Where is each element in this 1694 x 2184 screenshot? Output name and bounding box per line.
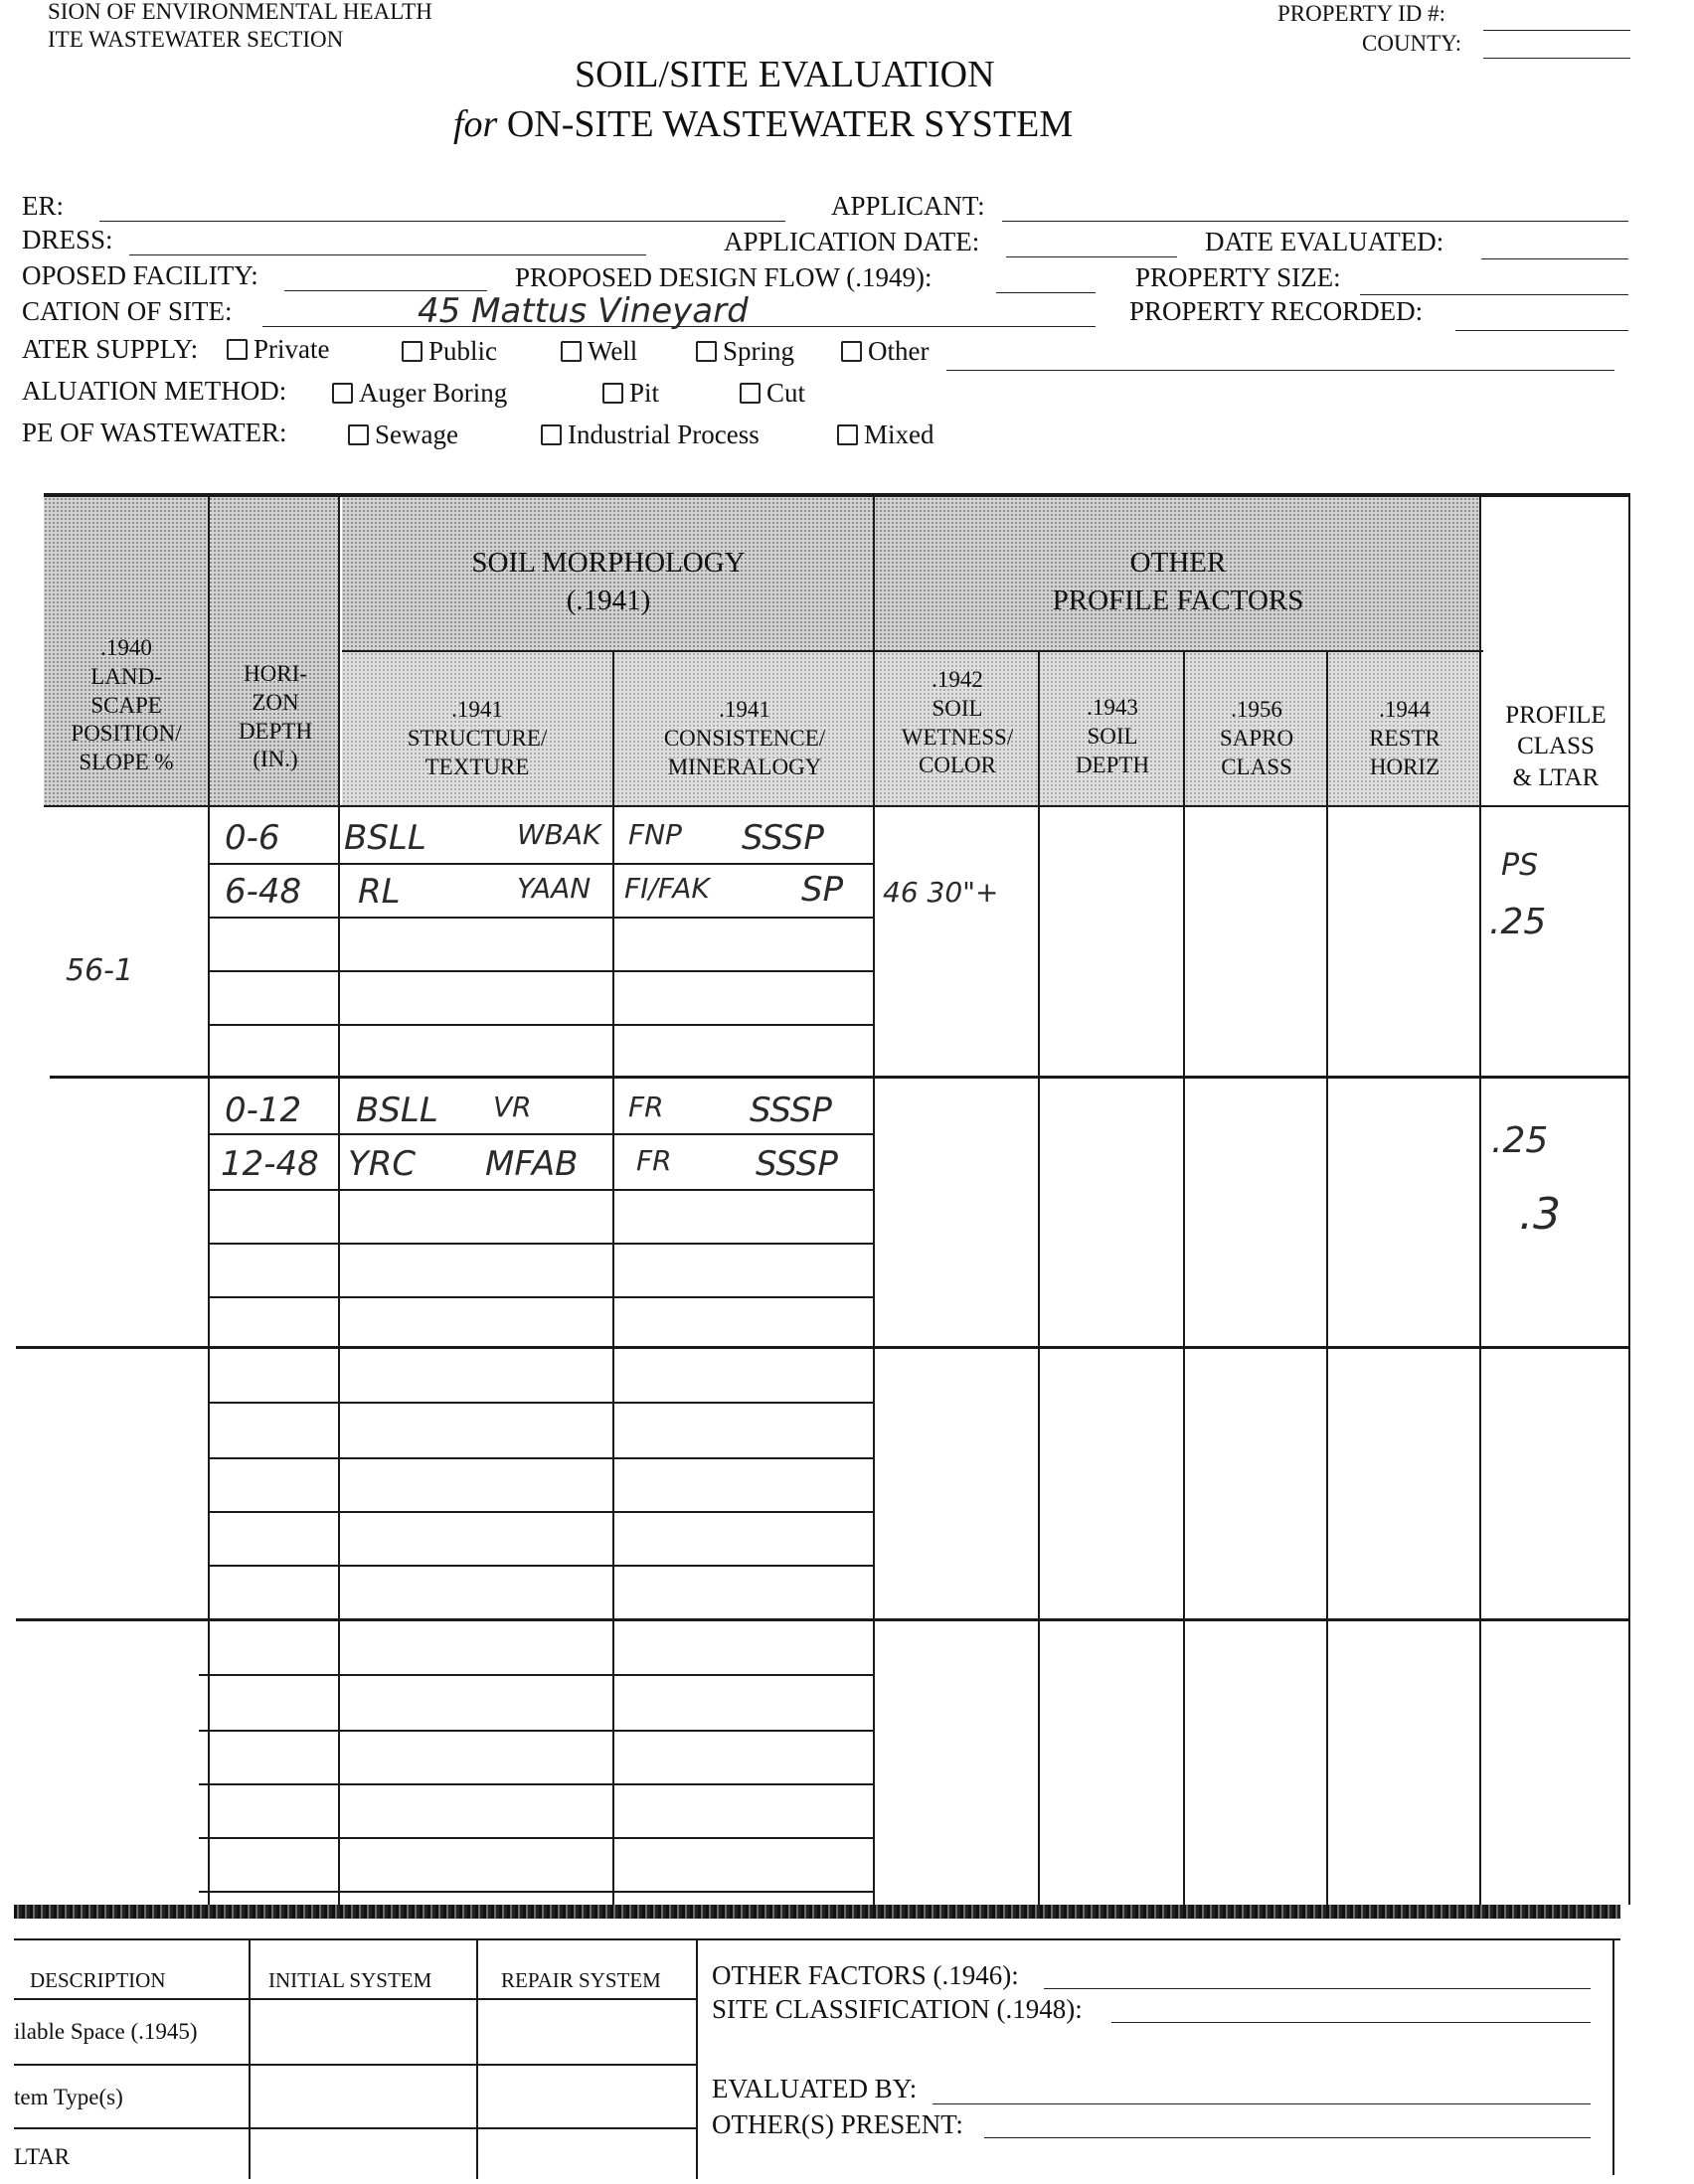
option-label: Mixed <box>864 420 934 449</box>
row-line <box>199 1891 875 1893</box>
wetness-col-header: .1942 SOIL WETNESS/ COLOR <box>901 667 1014 778</box>
design-flow-label: PROPOSED DESIGN FLOW (.1949): <box>515 262 932 292</box>
consistence-1-2: FI/FAK <box>624 872 710 905</box>
consistence-1-1: FNP <box>628 818 682 851</box>
soil-morphology-header: SOIL MORPHOLOGY (.1941) <box>471 547 746 616</box>
system-type-row: tem Type(s) <box>14 2085 123 2109</box>
sapro-col-header: .1956 SAPRO CLASS <box>1219 697 1294 779</box>
pit-option[interactable] <box>602 380 659 407</box>
profile-separator-3 <box>16 1618 1630 1621</box>
col-line-6 <box>1183 652 1185 1905</box>
bottom-row-line-2 <box>14 2064 698 2066</box>
col-line-1 <box>208 497 210 1905</box>
table-top-border <box>44 493 1630 497</box>
row-line <box>209 1511 875 1513</box>
others-present-field[interactable] <box>984 2137 1591 2138</box>
depth-1-2: 6-48 <box>225 872 302 912</box>
option-label: Spring <box>723 336 795 366</box>
row-line <box>209 970 875 972</box>
other-factors-field[interactable] <box>1044 1988 1591 1989</box>
design-flow-field[interactable] <box>996 292 1096 293</box>
row-line <box>209 1133 875 1135</box>
industrial-option[interactable] <box>541 421 760 448</box>
option-label: Public <box>428 336 498 366</box>
structure-1-2: RL <box>358 872 401 912</box>
texture-1-2: YAAN <box>517 872 592 905</box>
row-line <box>199 1837 875 1839</box>
option-label: Cut <box>766 378 806 408</box>
checkbox[interactable] <box>740 383 761 404</box>
property-size-label: PROPERTY SIZE: <box>1135 262 1341 292</box>
water-other-field[interactable] <box>946 370 1614 371</box>
evaluated-by-label: EVALUATED BY: <box>712 2074 918 2103</box>
row-line <box>209 1189 875 1191</box>
application-date-field[interactable] <box>1006 256 1177 257</box>
row-line <box>209 1565 875 1567</box>
county-label: COUNTY: <box>1362 31 1462 56</box>
mineralogy-2-2: SSSP <box>756 1144 838 1184</box>
structure-2-1: BSLL <box>356 1091 438 1130</box>
section-line: ITE WASTEWATER SECTION <box>48 27 344 52</box>
col-line-8 <box>1479 497 1481 1905</box>
restr-col-header: .1944 RESTR HORIZ <box>1369 697 1440 779</box>
property-id-label: PROPERTY ID #: <box>1277 1 1446 26</box>
cut-option[interactable] <box>740 380 805 407</box>
row-line <box>209 917 875 919</box>
col-line-9 <box>1628 497 1630 1905</box>
checkbox[interactable] <box>696 341 717 362</box>
application-date-label: APPLICATION DATE: <box>724 227 980 256</box>
subtitle-for: for <box>453 103 498 145</box>
profile-class-1: PS <box>1501 848 1539 883</box>
checkbox[interactable] <box>541 424 562 445</box>
evaluation-method-label: ALUATION METHOD: <box>22 376 287 406</box>
others-present-label: OTHER(S) PRESENT: <box>712 2109 963 2139</box>
water-public-option[interactable] <box>402 338 497 365</box>
row-line <box>199 1783 875 1785</box>
landscape-col-header: .1940 LAND- SCAPE POSITION/ SLOPE % <box>71 635 182 774</box>
row-line <box>209 1457 875 1459</box>
option-label: Industrial Process <box>568 420 760 449</box>
owner-field[interactable] <box>99 221 785 222</box>
checkbox[interactable] <box>402 341 423 362</box>
soil-depth-col-header: .1943 SOIL DEPTH <box>1075 695 1150 777</box>
depth-1-1: 0-6 <box>225 818 280 858</box>
option-label: Sewage <box>375 420 458 449</box>
site-classification-label: SITE CLASSIFICATION (.1948): <box>712 1994 1083 2024</box>
mixed-option[interactable] <box>837 421 934 448</box>
applicant-field[interactable] <box>1002 221 1628 222</box>
property-id-field[interactable] <box>1483 30 1630 31</box>
form-subtitle <box>453 105 1073 143</box>
bottom-col-line-1 <box>249 1938 251 2179</box>
form-title: SOIL/SITE EVALUATION <box>575 54 995 95</box>
profile-separator-2 <box>16 1346 1630 1349</box>
header-bottom-border <box>44 805 1630 807</box>
available-space-row: ilable Space (.1945) <box>14 2019 198 2044</box>
description-header: DESCRIPTION <box>30 1968 166 1992</box>
row-line <box>209 863 875 865</box>
landscape-value-1: 56-1 <box>66 953 134 988</box>
option-label: Pit <box>629 378 660 408</box>
depth-2-1: 0-12 <box>225 1091 302 1130</box>
table-bottom-bar <box>14 1905 1620 1919</box>
option-label: Other <box>868 336 930 366</box>
bottom-top-border <box>14 1938 1620 1940</box>
option-label: Well <box>588 336 638 366</box>
checkbox[interactable] <box>348 424 369 445</box>
bottom-col-line-3 <box>696 1938 698 2179</box>
consistence-2-1: FR <box>628 1091 664 1123</box>
water-well-option[interactable] <box>561 338 637 365</box>
address-field[interactable] <box>129 254 646 255</box>
mineralogy-1-2: SP <box>801 870 844 910</box>
initial-system-header: INITIAL SYSTEM <box>268 1968 432 1992</box>
date-evaluated-label: DATE EVALUATED: <box>1205 227 1444 256</box>
option-label: Auger Boring <box>359 378 508 408</box>
structure-1-1: BSLL <box>344 818 426 858</box>
bottom-right-border <box>1612 1938 1614 2175</box>
water-spring-option[interactable] <box>696 338 794 365</box>
checkbox[interactable] <box>227 339 248 360</box>
wastewater-type-label: PE OF WASTEWATER: <box>22 418 287 447</box>
consistence-2-2: FR <box>636 1144 672 1177</box>
ltar-1: .25 <box>1489 902 1547 942</box>
checkbox[interactable] <box>837 424 858 445</box>
col-line-4 <box>873 497 875 1905</box>
ltar-2: .3 <box>1519 1189 1561 1240</box>
bottom-row-line-3 <box>14 2127 698 2129</box>
bottom-row-line-1 <box>14 1998 698 2000</box>
location-label: CATION OF SITE: <box>22 296 233 326</box>
wetness-1: 46 30"+ <box>883 876 999 909</box>
other-factors-label: OTHER FACTORS (.1946): <box>712 1960 1019 1990</box>
property-recorded-label: PROPERTY RECORDED: <box>1129 296 1424 326</box>
col-line-7 <box>1326 652 1328 1905</box>
proposed-facility-label: OPOSED FACILITY: <box>22 260 258 290</box>
row-line <box>209 1296 875 1298</box>
checkbox[interactable] <box>841 341 862 362</box>
checkbox[interactable] <box>332 383 353 404</box>
mineralogy-1-1: SSSP <box>742 818 824 858</box>
water-private-option[interactable] <box>227 336 329 363</box>
bottom-col-line-2 <box>476 1938 478 2179</box>
depth-2-2: 12-48 <box>221 1144 319 1184</box>
row-line <box>209 1243 875 1245</box>
row-line <box>209 1024 875 1026</box>
structure-col-header: .1941 STRUCTURE/ TEXTURE <box>407 697 548 779</box>
evaluated-by-field[interactable] <box>932 2103 1591 2104</box>
profile-separator-1 <box>50 1076 1630 1079</box>
property-size-field[interactable] <box>1360 294 1628 295</box>
consistence-col-header: .1941 CONSISTENCE/ MINERALOGY <box>663 697 826 779</box>
checkbox[interactable] <box>561 341 582 362</box>
header-divider <box>342 650 1483 652</box>
location-handwriting: 45 Mattus Vineyard <box>418 291 749 331</box>
structure-2-2: YRC <box>348 1144 417 1184</box>
address-label: DRESS: <box>22 225 113 254</box>
texture-2-2: MFAB <box>485 1144 579 1184</box>
water-other-option[interactable] <box>841 338 929 365</box>
row-line <box>199 1674 875 1676</box>
texture-2-1: VR <box>493 1091 532 1123</box>
applicant-label: APPLICANT: <box>831 191 985 221</box>
mineralogy-2-1: SSSP <box>750 1091 832 1130</box>
checkbox[interactable] <box>602 383 623 404</box>
date-evaluated-field[interactable] <box>1481 258 1628 259</box>
texture-1-1: WBAK <box>517 818 601 851</box>
col-line-2 <box>338 497 340 1905</box>
profile-class-col-header: PROFILE CLASS & LTAR <box>1505 702 1607 791</box>
owner-label: ER: <box>22 191 65 221</box>
property-recorded-field[interactable] <box>1455 330 1628 331</box>
other-profile-factors-header: OTHER PROFILE FACTORS <box>1052 547 1304 616</box>
row-line <box>209 1402 875 1404</box>
depth-col-header: HORI- ZON DEPTH (IN.) <box>238 661 313 772</box>
site-classification-field[interactable] <box>1111 2022 1591 2023</box>
repair-system-header: REPAIR SYSTEM <box>501 1968 661 1992</box>
subtitle-rest: ON-SITE WASTEWATER SYSTEM <box>506 103 1074 145</box>
col-line-3 <box>612 652 614 1905</box>
auger-option[interactable] <box>332 380 507 407</box>
option-label: Private <box>254 334 330 364</box>
ltar-row: LTAR <box>14 2144 71 2169</box>
water-supply-label: ATER SUPPLY: <box>22 334 199 364</box>
row-line <box>199 1730 875 1732</box>
division-line: SION OF ENVIRONMENTAL HEALTH <box>48 0 432 24</box>
col-line-5 <box>1038 652 1040 1905</box>
sewage-option[interactable] <box>348 421 458 448</box>
profile-class-2: .25 <box>1491 1120 1549 1161</box>
county-field[interactable] <box>1483 58 1630 59</box>
